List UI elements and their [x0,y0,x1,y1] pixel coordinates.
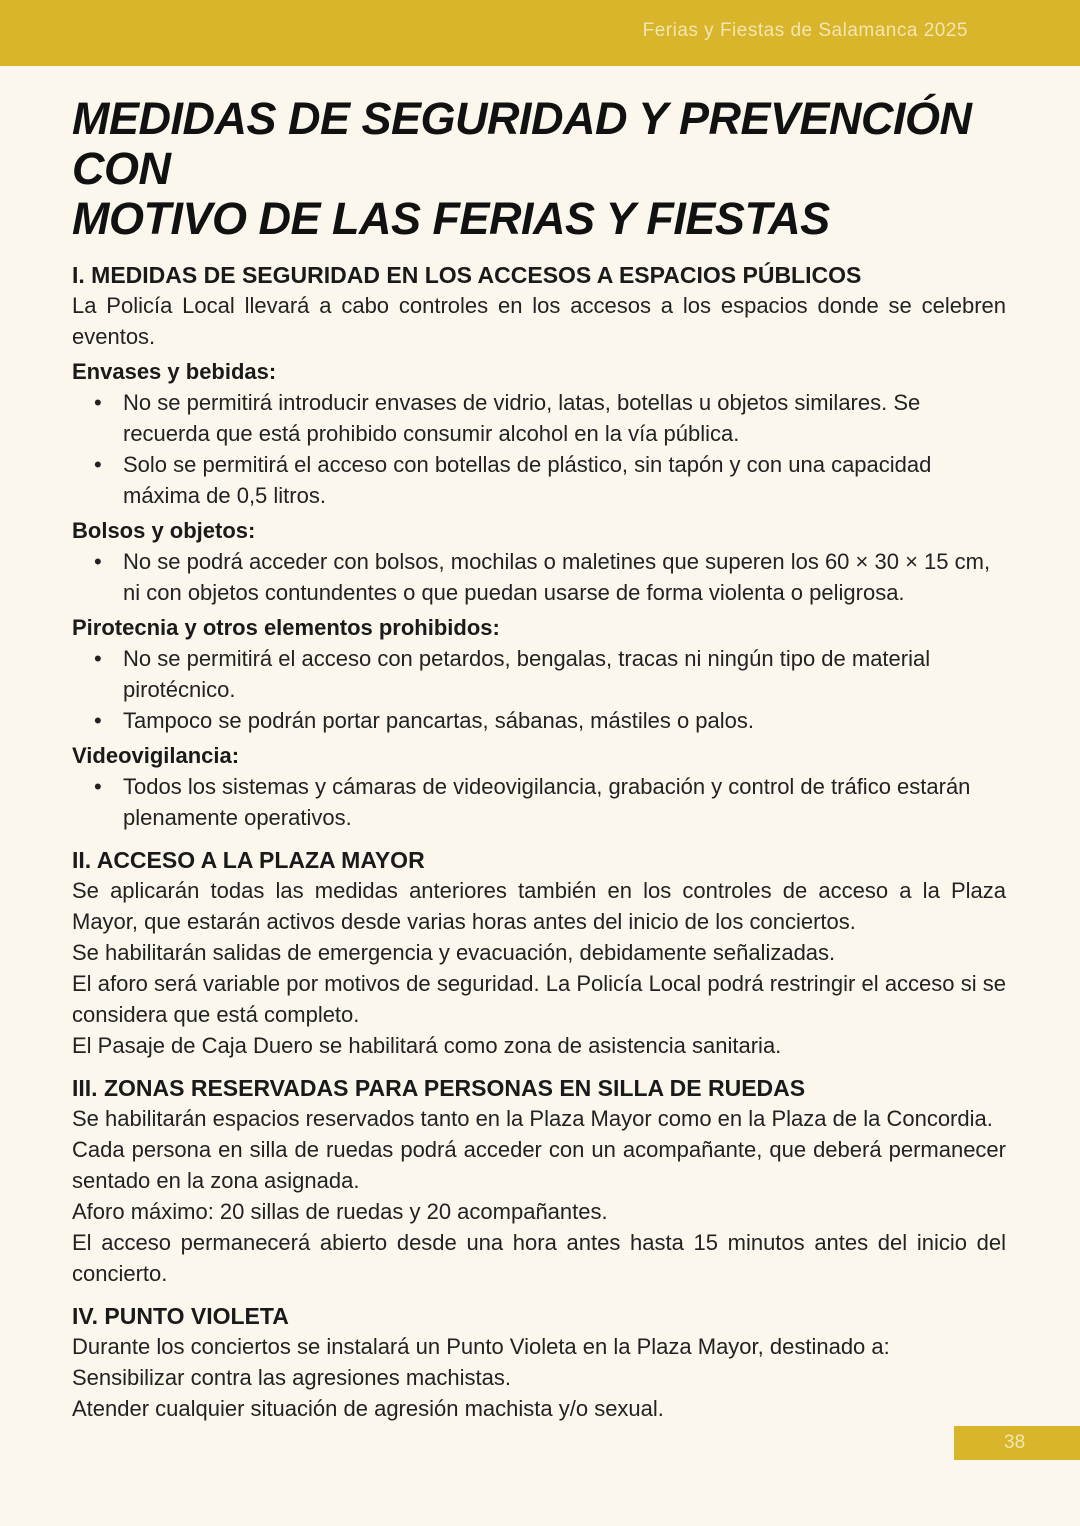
pirotecnia-list [72,643,1006,736]
paragraph: Se habilitarán salidas de emergencia y evacuación, debidamente señalizadas. [72,940,836,965]
envases-list [72,387,1006,511]
paragraph: El Pasaje de Caja Duero se habilitará como zona de asistencia sanitaria. [72,1033,782,1058]
subsection-pirotecnia-title: Pirotecnia y otros elementos prohibidos: [72,615,500,640]
section-1-heading: I. MEDIDAS DE SEGURIDAD EN LOS ACCESOS A ESPACIOS PÚBLICOS [72,262,862,288]
paragraph: Se aplicarán todas las medidas anteriores también en los controles de acceso a la Plaza Mayor, que estarán activos desde varias horas antes del inicio de los conciertos. [72,878,1006,934]
section-1 [72,260,1006,833]
section-4 [72,1301,1006,1424]
list-item: • Tampoco se podrán portar pancartas, sábanas, mástiles o palos. [72,705,1006,736]
paragraph: Cada persona en silla de ruedas podrá acceder con un acompañante, que deberá permanecer sentado en la zona asignada. [72,1137,1006,1193]
section-2-heading: II. ACCESO A LA PLAZA MAYOR [72,847,425,873]
page-content [72,94,1006,1424]
page-title [72,94,1006,244]
paragraph: El acceso permanecerá abierto desde una hora antes hasta 15 minutos antes del inicio del concierto. [72,1230,1006,1286]
section-2 [72,845,1006,1061]
section-1-intro: La Policía Local llevará a cabo controles en los accesos a los espacios donde se celebren eventos. [72,293,1006,349]
page-title-line-1: MEDIDAS DE SEGURIDAD Y PREVENCIÓN CON [72,93,972,194]
section-4-heading: IV. PUNTO VIOLETA [72,1303,289,1329]
list-item: • No se podrá acceder con bolsos, mochilas o maletines que superen los 60 × 30 × 15 cm, ni con objetos contundentes o que puedan usarse de forma violenta o peligrosa. [72,546,1006,608]
list-item: • No se permitirá introducir envases de vidrio, latas, botellas u objetos similares. Se recuerda que está prohibido consumir alcohol en la vía pública. [72,387,1006,449]
paragraph: Aforo máximo: 20 sillas de ruedas y 20 acompañantes. [72,1199,608,1224]
page-title-line-2: MOTIVO DE LAS FERIAS Y FIESTAS [72,193,830,244]
paragraph: Sensibilizar contra las agresiones machistas. [72,1365,511,1390]
paragraph: Durante los conciertos se instalará un Punto Violeta en la Plaza Mayor, destinado a: [72,1334,890,1359]
paragraph: El aforo será variable por motivos de seguridad. La Policía Local podrá restringir el acceso si se considera que está completo. [72,971,1006,1027]
section-3 [72,1073,1006,1289]
paragraph: Se habilitarán espacios reservados tanto en la Plaza Mayor como en la Plaza de la Concordia. [72,1106,993,1131]
list-item: • No se permitirá el acceso con petardos, bengalas, tracas ni ningún tipo de material pirotécnico. [72,643,1006,705]
page-number: 38 [1004,1432,1026,1453]
subsection-video-title: Videovigilancia: [72,743,240,768]
header-bar [0,0,1080,66]
section-3-heading: III. ZONAS RESERVADAS PARA PERSONAS EN SILLA DE RUEDAS [72,1075,806,1101]
paragraph: Atender cualquier situación de agresión machista y/o sexual. [72,1396,664,1421]
list-item: • Solo se permitirá el acceso con botellas de plástico, sin tapón y con una capacidad máxima de 0,5 litros. [72,449,1006,511]
bolsos-list [72,546,1006,608]
subsection-bolsos-title: Bolsos y objetos: [72,518,256,543]
header-title: Ferias y Fiestas de Salamanca 2025 [642,20,968,41]
page-number-tab [954,1426,1080,1460]
subsection-envases-title: Envases y bebidas: [72,359,277,384]
video-list [72,771,1006,833]
list-item: • Todos los sistemas y cámaras de videovigilancia, grabación y control de tráfico estarán plenamente operativos. [72,771,1006,833]
